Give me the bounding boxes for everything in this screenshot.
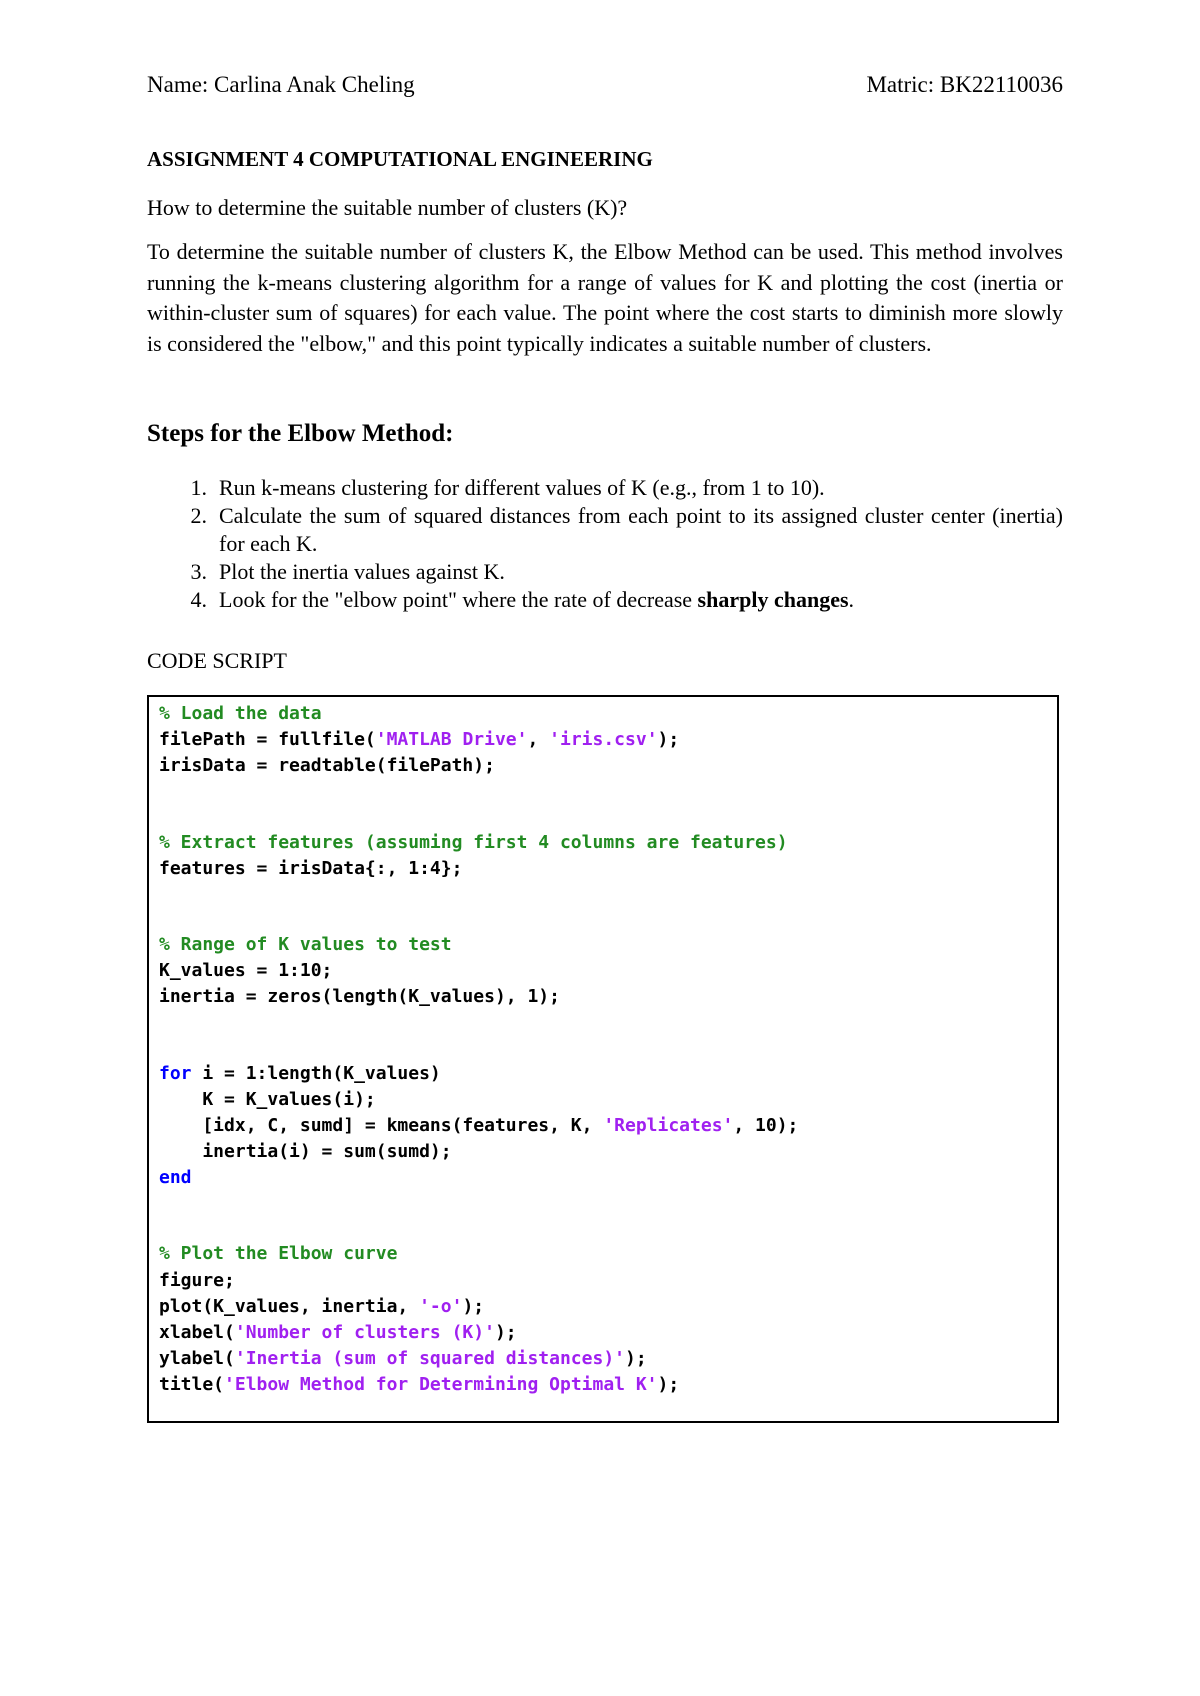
code-token-plain: features = irisData{:, 1:4}; bbox=[159, 857, 463, 879]
code-line bbox=[159, 1268, 1047, 1294]
code-token-plain: title( bbox=[159, 1374, 225, 1396]
code-token-plain: ); bbox=[462, 1295, 485, 1317]
list-item bbox=[147, 586, 1063, 614]
code-line bbox=[159, 907, 1047, 932]
code-line bbox=[159, 1372, 1047, 1398]
code-line bbox=[159, 727, 1047, 753]
code-token-plain: irisData = readtable(filePath); bbox=[159, 755, 495, 777]
code-token-plain: ); bbox=[494, 1322, 517, 1343]
step-number: 3. bbox=[190, 559, 207, 584]
code-token-plain: figure; bbox=[159, 1269, 235, 1291]
code-token-plain: K = K_values(i); bbox=[159, 1088, 376, 1110]
code-token-plain: K_values = 1:10; bbox=[159, 960, 333, 982]
code-line bbox=[159, 805, 1047, 830]
code-script-label: CODE SCRIPT bbox=[147, 648, 287, 673]
student-name: Name: Carlina Anak Cheling bbox=[147, 72, 415, 97]
code-token-plain: , 10); bbox=[733, 1114, 799, 1136]
step-number: 2. bbox=[190, 503, 207, 528]
code-line bbox=[159, 1011, 1047, 1036]
code-token-plain: ); bbox=[657, 729, 680, 751]
code-line bbox=[159, 1087, 1047, 1113]
step-number: 4. bbox=[190, 587, 207, 612]
matric-number: Matric: BK22110036 bbox=[866, 72, 1063, 97]
code-line bbox=[159, 1320, 1047, 1346]
code-line bbox=[159, 830, 1047, 856]
code-token-plain: i = 1:length(K_values) bbox=[191, 1062, 441, 1084]
code-token-plain: plot(K_values, inertia, bbox=[159, 1295, 420, 1317]
code-token-plain: xlabel( bbox=[159, 1322, 235, 1343]
code-line bbox=[159, 1139, 1047, 1165]
list-item bbox=[147, 474, 1063, 502]
code-token-plain: inertia(i) = sum(sumd); bbox=[159, 1141, 452, 1163]
step-text: Calculate the sum of squared distances from each point to its assigned cluster center (inertia) for each K. bbox=[219, 503, 1063, 556]
step-text-end: . bbox=[848, 587, 855, 612]
assignment-title: ASSIGNMENT 4 COMPUTATIONAL ENGINEERING bbox=[147, 147, 653, 171]
steps-list bbox=[147, 474, 1063, 614]
step-text-emphasis: sharply changes bbox=[697, 587, 849, 612]
code-token-plain: inertia = zeros(length(K_values), 1); bbox=[159, 986, 560, 1008]
question-text: How to determine the suitable number of clusters (K)? bbox=[147, 195, 628, 220]
code-token-string: 'iris.csv' bbox=[549, 729, 658, 751]
steps-heading: Steps for the Elbow Method: bbox=[147, 420, 454, 447]
answer-paragraph: To determine the suitable number of clusters K, the Elbow Method can be used. This method involves running the k-means clustering algorithm for a range of values for K and plotting the cost (inertia or within-cluster sum of squares) for each value. The point where the cost starts to diminish more slowly is considered the "elbow," and this point typically indicates a suitable number of clusters. bbox=[147, 239, 1063, 356]
code-token-comment: % Range of K values to test bbox=[159, 933, 452, 955]
step-text-start: Look for the "elbow point" where the rate of decrease bbox=[219, 587, 698, 612]
code-line bbox=[159, 1346, 1047, 1372]
code-line bbox=[159, 856, 1047, 882]
code-line bbox=[159, 753, 1047, 779]
code-line bbox=[159, 701, 1047, 727]
code-token-string: 'Inertia (sum of squared distances)' bbox=[234, 1348, 625, 1370]
code-token-plain: ylabel( bbox=[159, 1348, 235, 1370]
code-line bbox=[159, 1036, 1047, 1061]
page-header bbox=[147, 72, 1063, 98]
code-line bbox=[159, 1294, 1047, 1320]
code-token-comment: % Load the data bbox=[159, 703, 322, 724]
code-token-keyword: for bbox=[159, 1062, 192, 1084]
code-token-string: 'Replicates' bbox=[603, 1114, 734, 1136]
code-line bbox=[159, 1061, 1047, 1087]
code-token-string: '-o' bbox=[419, 1295, 463, 1317]
code-line bbox=[159, 984, 1047, 1010]
list-item bbox=[147, 558, 1063, 586]
code-line bbox=[159, 932, 1047, 958]
code-token-plain: , bbox=[527, 729, 550, 751]
code-line bbox=[159, 1216, 1047, 1241]
code-token-string: 'Number of clusters (K)' bbox=[234, 1322, 495, 1343]
step-text: Plot the inertia values against K. bbox=[219, 559, 505, 584]
code-line bbox=[159, 1191, 1047, 1216]
list-item bbox=[147, 502, 1063, 558]
code-line bbox=[159, 1165, 1047, 1191]
code-line bbox=[159, 1113, 1047, 1139]
step-text: Run k-means clustering for different values of K (e.g., from 1 to 10). bbox=[219, 475, 825, 500]
code-token-string: 'MATLAB Drive' bbox=[375, 729, 528, 751]
code-line bbox=[159, 1241, 1047, 1267]
code-token-string: 'Elbow Method for Determining Optimal K' bbox=[224, 1374, 658, 1396]
code-token-comment: % Extract features (assuming first 4 columns are features) bbox=[159, 831, 788, 853]
step-text bbox=[219, 586, 1063, 614]
code-token-plain: filePath = fullfile( bbox=[159, 729, 376, 751]
code-token-keyword: end bbox=[159, 1167, 192, 1189]
code-line bbox=[159, 780, 1047, 805]
code-token-plain: [idx, C, sumd] = kmeans(features, K, bbox=[159, 1114, 604, 1136]
code-line bbox=[159, 882, 1047, 907]
step-number: 1. bbox=[190, 475, 207, 500]
code-token-plain: ); bbox=[657, 1374, 680, 1396]
code-token-plain: ); bbox=[625, 1348, 647, 1370]
code-block bbox=[147, 695, 1059, 1423]
code-line bbox=[159, 958, 1047, 984]
code-token-comment: % Plot the Elbow curve bbox=[159, 1243, 398, 1265]
